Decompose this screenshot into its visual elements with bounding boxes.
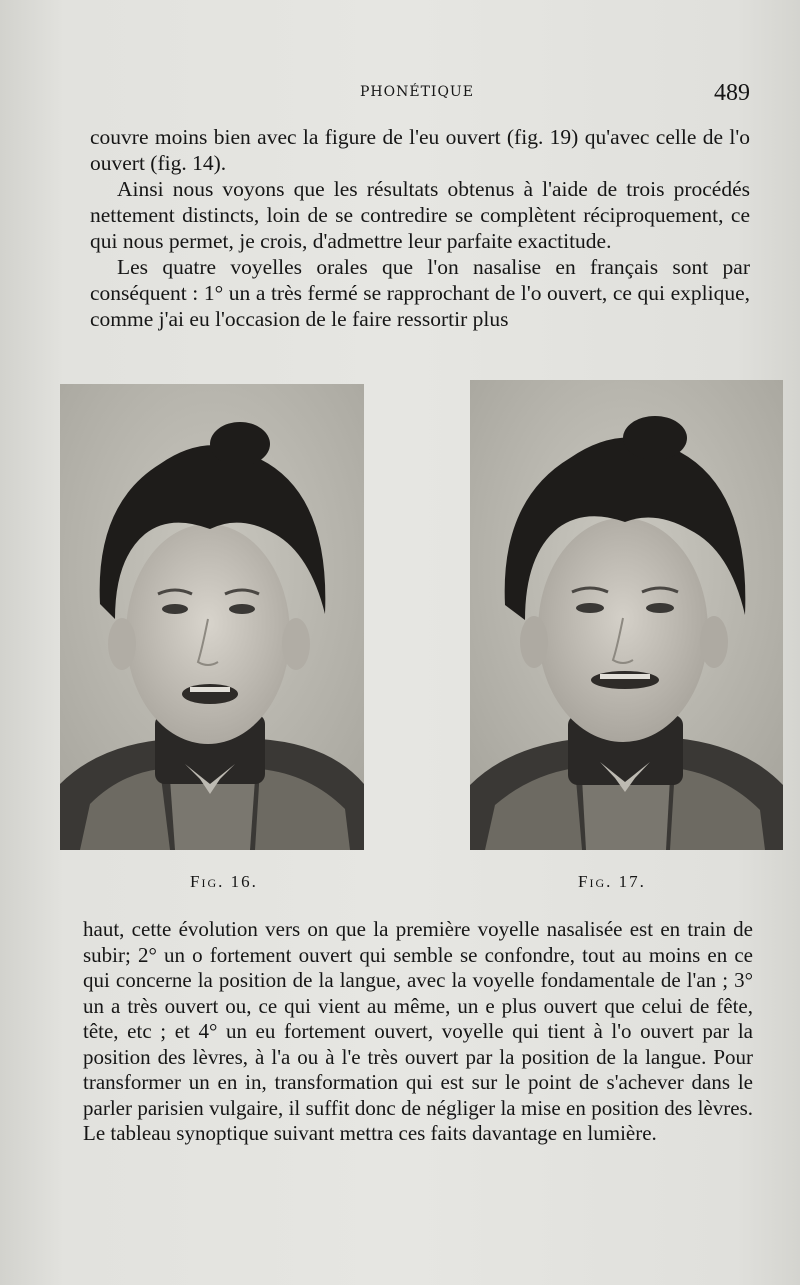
paragraph: haut, cette évolution vers on que la première voyelle nasalisée est en train de subir; 2° un o fortement ouvert qui semble se confondre, tout au moins en ce qui concerne la position de la langue, avec la voyelle fondamentale de l'an ; 3° un a très ouvert ou, ce qui vient au même, un e plus ouvert que celui de fête, tête, etc ; et 4° un eu fortement ouvert, voyelle qui tient à l'o ouvert par la position des lèvres, à l'a ou à l'e très ouvert par la position de la langue. Pour transformer un en in, transformation qui est sur le point de s'achever dans le parler parisien vulgaire, il suffit donc de négliger la mise en position des lèvres. Le tableau synoptique suivant mettra ces faits davantage en lumière. [83, 917, 753, 1145]
figure-17-caption: Fig. 17. [578, 872, 646, 891]
portrait-illustration [470, 380, 783, 850]
page-number: 489 [714, 80, 750, 106]
paragraph: Les quatre voyelles orales que l'on nasalise en français sont par conséquent : 1° un a très fermé se rapprochant de l'o ouvert, ce qui explique, comme j'ai eu l'occasion de le faire ressortir plus [90, 255, 750, 331]
paragraph: Ainsi nous voyons que les résultats obtenus à l'aide de trois procédés nettement distincts, loin de se contredire se complètent réciproquement, ce qui nous permet, je crois, d'admettre leur parfaite exactitude. [90, 177, 750, 253]
running-head: PHONÉTIQUE [360, 84, 474, 100]
body-text-top [90, 124, 750, 332]
figure-16-caption: Fig. 16. [190, 872, 258, 891]
portrait-illustration [60, 384, 364, 850]
figure-16-photo [60, 384, 364, 850]
figure-17-photo [470, 380, 783, 850]
paragraph: couvre moins bien avec la figure de l'eu ouvert (fig. 19) qu'avec celle de l'o ouvert (fig. 14). [90, 125, 750, 175]
body-text-bottom [83, 917, 753, 1147]
